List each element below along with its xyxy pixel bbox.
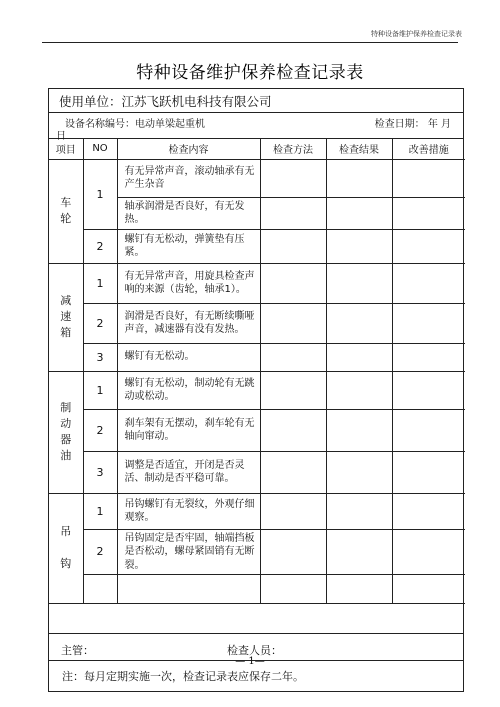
- inspection-content-cell: 螺钉有无松动，弹簧垫有压紧。: [117, 229, 260, 263]
- table-header-row: [49, 139, 465, 159]
- table-row: [49, 303, 465, 343]
- column-header-content: 检查内容: [117, 139, 260, 159]
- improvement-cell[interactable]: [392, 575, 465, 604]
- table-row: [49, 493, 465, 529]
- inspection-content-cell: 螺钉有无松动。: [117, 343, 260, 371]
- method-cell[interactable]: [260, 493, 326, 529]
- blank-row-spacer: [49, 604, 463, 633]
- column-header-item: 项目: [49, 139, 83, 159]
- inspection-content-cell: 润滑是否良好，有无断续嘶哑声音，减速器有没有发热。: [117, 303, 260, 343]
- page-number: — 1—: [235, 656, 265, 667]
- table-row: [49, 529, 465, 575]
- table-row: [49, 229, 465, 263]
- result-cell[interactable]: [326, 451, 392, 493]
- result-cell[interactable]: [326, 371, 392, 409]
- row-number-cell: [83, 575, 117, 604]
- result-cell[interactable]: [326, 263, 392, 303]
- record-sheet: [48, 88, 464, 692]
- method-cell[interactable]: [260, 575, 326, 604]
- table-row: [49, 263, 465, 303]
- running-header: 特种设备维护保养检查记录表: [371, 30, 462, 38]
- inspection-content-cell: 刹车架有无摆动，刹车轮有无轴向窜动。: [117, 409, 260, 451]
- result-cell[interactable]: [326, 229, 392, 263]
- improvement-cell[interactable]: [392, 303, 465, 343]
- row-number-cell: 3: [83, 343, 117, 371]
- inspector-label: 检查人员：: [227, 644, 282, 657]
- improvement-cell[interactable]: [392, 263, 465, 303]
- row-number-cell: 1: [83, 263, 117, 303]
- row-number-cell: 2: [83, 229, 117, 263]
- result-cell[interactable]: [326, 343, 392, 371]
- row-number-cell: 3: [83, 451, 117, 493]
- table-row: [49, 451, 465, 493]
- retention-note: 注：每月定期实施一次，检查记录表应保存二年。: [62, 670, 304, 683]
- inspection-content-cell: 螺钉有无松动，制动轮有无跳动或松动。: [117, 371, 260, 409]
- equipment-label: 设备名称编号：电动单梁起重机: [65, 119, 205, 130]
- inspection-content-cell: 轴承润滑是否良好，有无发热。: [117, 197, 260, 229]
- result-cell[interactable]: [326, 529, 392, 575]
- inspection-content-cell: 吊钩螺钉有无裂纹，外观仔细观察。: [117, 493, 260, 529]
- table-row: [49, 343, 465, 371]
- improvement-cell[interactable]: [392, 451, 465, 493]
- inspection-content-cell: 调整是否适宜，开闭是否灵活、制动是否平稳可靠。: [117, 451, 260, 493]
- table-row: [49, 371, 465, 409]
- inspection-table: [49, 139, 465, 604]
- inspection-content-cell: 有无异常声音，用旋具检查声响的来源（齿轮，轴承1）。: [117, 263, 260, 303]
- item-cell: 吊 钩: [49, 493, 83, 604]
- unit-label: 使用单位：江苏飞跃机电科技有限公司: [59, 93, 272, 109]
- method-cell[interactable]: [260, 229, 326, 263]
- table-row: [49, 409, 465, 451]
- row-number-cell: 1: [83, 371, 117, 409]
- column-header-result: 检查结果: [326, 139, 392, 159]
- method-cell[interactable]: [260, 529, 326, 575]
- result-cell[interactable]: [326, 303, 392, 343]
- improvement-cell[interactable]: [392, 159, 465, 197]
- method-cell[interactable]: [260, 303, 326, 343]
- row-number-cell: 1: [83, 493, 117, 529]
- method-cell[interactable]: [260, 263, 326, 303]
- method-cell[interactable]: [260, 159, 326, 197]
- document-title: 特种设备维护保养检查记录表: [136, 63, 364, 83]
- header-rule: [42, 42, 458, 43]
- item-cell: 减 速 箱: [49, 263, 83, 371]
- item-cell: 车 轮: [49, 159, 83, 263]
- improvement-cell[interactable]: [392, 493, 465, 529]
- improvement-cell[interactable]: [392, 197, 465, 229]
- unit-row: [49, 89, 463, 113]
- table-row: [49, 575, 465, 604]
- improvement-cell[interactable]: [392, 371, 465, 409]
- item-cell: 制 动 器 油: [49, 371, 83, 493]
- method-cell[interactable]: [260, 451, 326, 493]
- inspection-day-label: 日: [56, 131, 66, 142]
- inspection-content-cell: 有无异常声音，滚动轴承有无产生杂音: [117, 159, 260, 197]
- column-header-method: 检查方法: [260, 139, 326, 159]
- row-number-cell: 2: [83, 303, 117, 343]
- method-cell[interactable]: [260, 371, 326, 409]
- column-header-improvement: 改善措施: [392, 139, 465, 159]
- result-cell[interactable]: [326, 159, 392, 197]
- row-number-cell: 2: [83, 529, 117, 575]
- method-cell[interactable]: [260, 409, 326, 451]
- inspection-content-cell: [117, 575, 260, 604]
- inspection-date-label: 检查日期： 年 月: [374, 119, 451, 130]
- improvement-cell[interactable]: [392, 409, 465, 451]
- result-cell[interactable]: [326, 575, 392, 604]
- improvement-cell[interactable]: [392, 343, 465, 371]
- inspection-content-cell: 吊钩固定是否牢固，轴端挡板是否松动，螺母紧固销有无断裂。: [117, 529, 260, 575]
- supervisor-label: 主管：: [61, 644, 94, 657]
- method-cell[interactable]: [260, 197, 326, 229]
- column-header-no: NO: [83, 139, 117, 159]
- improvement-cell[interactable]: [392, 529, 465, 575]
- row-number-cell: 1: [83, 159, 117, 229]
- result-cell[interactable]: [326, 409, 392, 451]
- method-cell[interactable]: [260, 343, 326, 371]
- table-row: [49, 159, 465, 197]
- row-number-cell: 2: [83, 409, 117, 451]
- result-cell[interactable]: [326, 493, 392, 529]
- result-cell[interactable]: [326, 197, 392, 229]
- improvement-cell[interactable]: [392, 229, 465, 263]
- equipment-row: [49, 113, 463, 142]
